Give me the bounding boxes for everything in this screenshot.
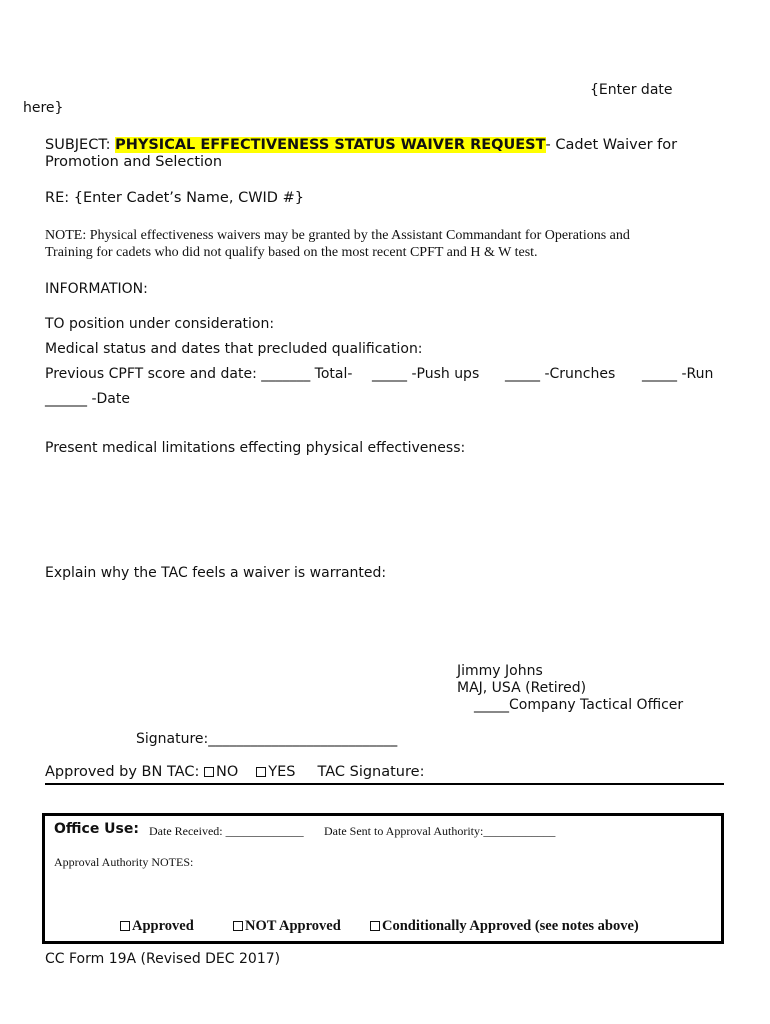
- subject-line-2: Promotion and Selection: [45, 154, 223, 170]
- option-approved[interactable]: [120, 918, 194, 935]
- pushups-field[interactable]: _____ -Push ups: [372, 366, 480, 382]
- no-label: NO: [215, 764, 239, 780]
- approved-checkbox[interactable]: [120, 921, 130, 931]
- subject-title: PHYSICAL EFFECTIVENESS STATUS WAIVER REQUEST: [115, 137, 546, 153]
- no-checkbox[interactable]: [204, 767, 214, 777]
- not-approved-label: NOT Approved: [245, 918, 341, 934]
- yes-checkbox[interactable]: [256, 767, 266, 777]
- date-placeholder[interactable]: {Enter date: [590, 82, 673, 98]
- officer-title: _____Company Tactical Officer: [474, 697, 684, 713]
- note-line-1: NOTE: Physical effectiveness waivers may be granted by the Assistant Commandant for Operations and: [45, 228, 630, 243]
- conditionally-approved-checkbox[interactable]: [370, 921, 380, 931]
- re-line[interactable]: RE: {Enter Cadet’s Name, CWID #}: [45, 190, 304, 206]
- option-conditionally-approved[interactable]: [370, 918, 639, 935]
- option-not-approved[interactable]: [233, 918, 341, 935]
- divider-line: [45, 783, 724, 785]
- date-sent-field[interactable]: Date Sent to Approval Authority:____________: [324, 824, 556, 838]
- yes-label: YES: [268, 764, 296, 780]
- explain-waiver-field[interactable]: Explain why the TAC feels a waiver is warranted:: [45, 565, 387, 581]
- signature-line[interactable]: Signature:___________________________: [136, 731, 398, 747]
- date-placeholder-continued[interactable]: here}: [23, 100, 64, 116]
- date-received-field[interactable]: Date Received: _____________: [149, 824, 304, 838]
- note-line-2: Training for cadets who did not qualify based on the most recent CPFT and H & W test.: [45, 245, 538, 260]
- officer-name: Jimmy Johns: [457, 663, 543, 679]
- present-limitations-field[interactable]: Present medical limitations effecting physical effectiveness:: [45, 440, 466, 456]
- bn-tac-approval: [45, 764, 424, 780]
- tac-signature-label[interactable]: TAC Signature:: [317, 764, 425, 780]
- office-use-label: Office Use:: [54, 821, 139, 837]
- approval-label: Approved by BN TAC:: [45, 764, 204, 780]
- subject-rest: - Cadet Waiver for: [545, 137, 678, 153]
- office-use-box: [42, 813, 724, 944]
- subject-label: SUBJECT:: [45, 137, 116, 153]
- not-approved-checkbox[interactable]: [233, 921, 243, 931]
- form-footer: CC Form 19A (Revised DEC 2017): [45, 951, 281, 967]
- conditionally-approved-label: Conditionally Approved (see notes above): [382, 918, 639, 934]
- date-field[interactable]: ______ -Date: [45, 391, 130, 407]
- officer-rank: MAJ, USA (Retired): [457, 680, 587, 696]
- approval-notes-field[interactable]: Approval Authority NOTES:: [54, 855, 194, 869]
- crunches-field[interactable]: _____ -Crunches: [505, 366, 616, 382]
- cpft-score-field[interactable]: Previous CPFT score and date: _______ Total-: [45, 366, 353, 382]
- information-heading: INFORMATION:: [45, 281, 148, 297]
- approved-label: Approved: [132, 918, 194, 934]
- medical-status-field[interactable]: Medical status and dates that precluded qualification:: [45, 341, 423, 357]
- position-field[interactable]: TO position under consideration:: [45, 316, 275, 332]
- subject-line: [45, 137, 677, 153]
- run-field[interactable]: _____ -Run: [642, 366, 714, 382]
